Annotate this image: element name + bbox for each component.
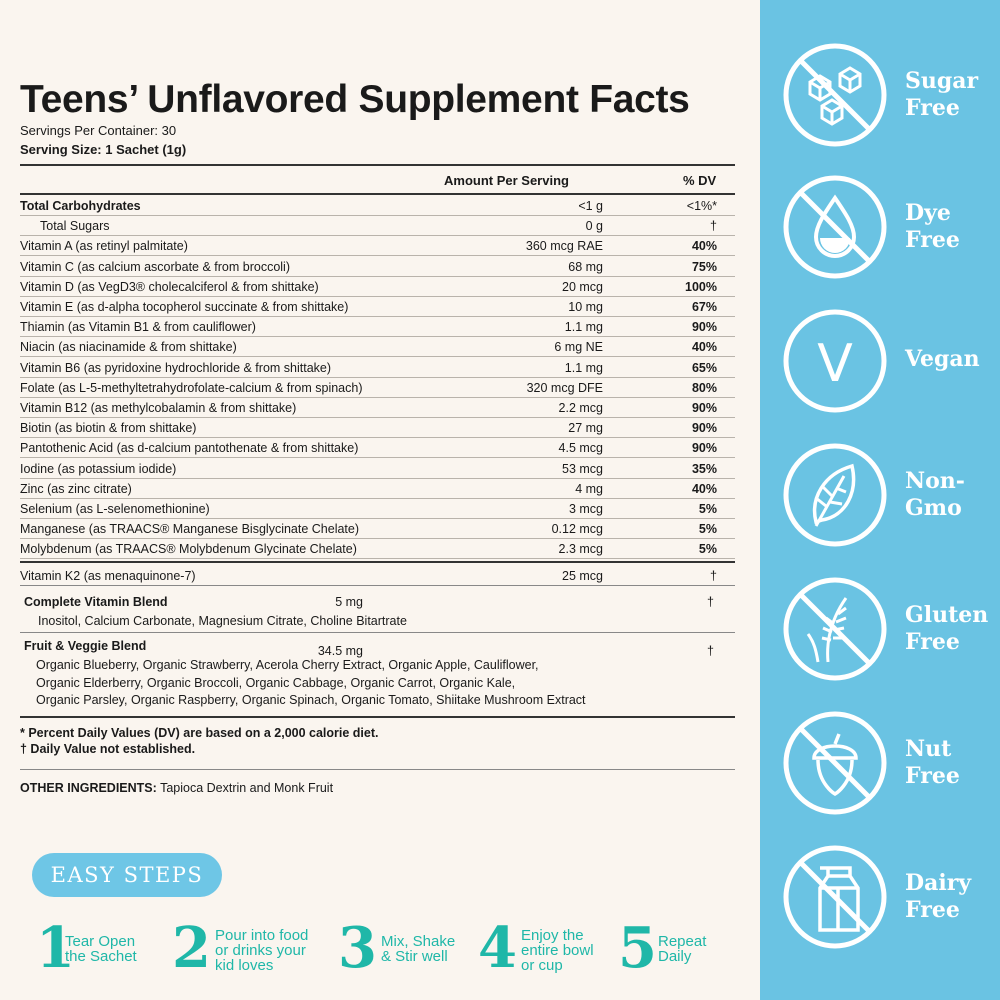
nutrient-amount: <1 g	[578, 199, 603, 213]
amount-header: Amount Per Serving	[444, 173, 569, 188]
servings-per-container: Servings Per Container: 30	[20, 123, 177, 138]
table-row	[20, 378, 735, 398]
badge-non-gmo	[780, 440, 1000, 550]
claims-panel	[760, 0, 1000, 1000]
badge-label: Non- Gmo	[905, 468, 965, 521]
step-2	[172, 915, 322, 981]
nutrient-amount: 0 g	[585, 219, 603, 234]
nutrient-amount: 4 mg	[575, 481, 603, 496]
step-3	[338, 915, 468, 981]
nutrient-name: Total Sugars	[40, 219, 110, 234]
step-number: 2	[172, 915, 211, 981]
table-row	[20, 418, 735, 438]
complete-blend-amount: 5 mg	[335, 595, 363, 609]
nutrient-name: Vitamin B12 (as methylcobalamin & from shittake)	[20, 401, 297, 415]
milk-carton-crossed-icon	[780, 842, 890, 952]
nutrient-dv: 5%	[698, 542, 717, 557]
divider	[20, 716, 735, 718]
badge-label: Sugar Free	[905, 68, 979, 121]
divider	[20, 561, 735, 563]
fruit-blend-amount: 34.5 mg	[317, 644, 363, 658]
table-row	[20, 539, 735, 559]
nutrient-amount: 2.3 mcg	[558, 542, 603, 557]
table-row	[20, 257, 735, 277]
nutrient-name: Total Carbohydrates	[20, 199, 141, 213]
nutrient-amount: 53 mcg	[562, 461, 603, 476]
table-row	[20, 358, 735, 378]
step-text: Mix, Shake & Stir well	[381, 933, 456, 965]
fruit-blend-line: Organic Blueberry, Organic Strawberry, Acerola Cherry Extract, Organic Apple, Cauliflower,	[36, 658, 539, 672]
table-row	[20, 297, 735, 317]
nutrient-dv: 40%	[691, 239, 717, 254]
nutrient-amount: 2.2 mcg	[558, 401, 603, 415]
table-row	[20, 277, 735, 297]
nutrient-name: Selenium (as L-selenomethionine)	[20, 502, 210, 516]
table-row	[20, 459, 735, 479]
drop-crossed-icon	[780, 172, 890, 282]
badge-nut-free	[780, 708, 1000, 818]
table-row	[20, 566, 735, 586]
badge-label: Dairy Free	[905, 870, 972, 923]
table-row	[20, 236, 735, 256]
step-number: 3	[338, 915, 377, 981]
badge-label: Nut Free	[905, 736, 960, 789]
badge-vegan	[780, 306, 1000, 416]
nutrient-name: Thiamin (as Vitamin B1 & from cauliflower)	[20, 320, 256, 335]
step-text: Tear Open the Sachet	[65, 933, 137, 965]
nutrient-name: Folate (as L-5-methyltetrahydrofolate-calcium & from spinach)	[20, 380, 363, 395]
table-row	[20, 398, 735, 418]
nutrient-dv: 40%	[691, 340, 717, 355]
vegan-v-icon	[780, 306, 890, 416]
badge-dairy-free	[780, 842, 1000, 952]
nutrient-dv: 90%	[691, 320, 717, 335]
step-number: 5	[618, 915, 657, 981]
step-number: 4	[478, 915, 517, 981]
wheat-crossed-icon	[780, 574, 890, 684]
nutrient-name: Iodine (as potassium iodide)	[20, 461, 177, 476]
nutrient-dv: 35%	[691, 461, 717, 476]
other-ingredients	[20, 781, 333, 795]
complete-blend-ingredients: Inositol, Calcium Carbonate, Magnesium Citrate, Choline Bitartrate	[38, 614, 407, 628]
nutrient-dv: †	[710, 219, 717, 234]
other-ingredients-label: OTHER INGREDIENTS:	[20, 781, 157, 795]
nutrient-amount: 3 mcg	[568, 502, 603, 516]
nutrient-amount: 360 mcg RAE	[525, 239, 603, 254]
fruit-blend-title: Fruit & Veggie Blend	[24, 639, 147, 653]
badge-gluten-free	[780, 574, 1000, 684]
step-text: Enjoy the entire bowl or cup	[521, 927, 594, 974]
nutrient-name: Vitamin E (as d-alpha tocopherol succinate & from shittake)	[20, 300, 349, 314]
leaf-icon	[780, 440, 890, 550]
other-ingredients-value: Tapioca Dextrin and Monk Fruit	[160, 781, 334, 795]
table-row	[20, 519, 735, 539]
nutrient-name: Vitamin C (as calcium ascorbate & from broccoli)	[20, 259, 290, 274]
table-row	[20, 196, 735, 216]
nutrient-dv: 80%	[691, 380, 717, 395]
nutrient-name: Molybdenum (as TRAACS® Molybdenum Glycinate Chelate)	[20, 542, 357, 557]
nutrient-name: Manganese (as TRAACS® Manganese Bisglycinate Chelate)	[20, 522, 360, 537]
nutrient-amount: 0.12 mcg	[551, 522, 603, 537]
nutrient-amount: 6 mg NE	[554, 340, 603, 355]
step-5	[618, 915, 728, 981]
nutrient-amount: 68 mg	[568, 259, 603, 274]
nutrient-amount: 20 mcg	[562, 279, 603, 294]
complete-blend-title: Complete Vitamin Blend	[24, 595, 168, 609]
nutrient-dv: 90%	[691, 401, 717, 415]
nutrient-dv: 90%	[691, 441, 717, 456]
nutrient-amount: 27 mg	[568, 421, 603, 436]
nutrient-amount: 25 mcg	[562, 569, 603, 583]
table-row	[20, 216, 735, 236]
serving-size: Serving Size: 1 Sachet (1g)	[20, 142, 187, 157]
not-established-footnote: † Daily Value not established.	[20, 742, 196, 756]
nutrient-name: Vitamin K2 (as menaquinone-7)	[20, 569, 196, 583]
nutrient-name: Vitamin D (as VegD3® cholecalciferol & from shittake)	[20, 279, 319, 294]
table-row	[20, 438, 735, 458]
step-1	[36, 915, 166, 981]
divider	[20, 769, 735, 770]
nutrient-dv: 40%	[691, 481, 717, 496]
page-title: Teens’ Unflavored Supplement Facts	[20, 78, 690, 121]
badge-dye-free	[780, 172, 1000, 282]
badge-label: Dye Free	[905, 200, 960, 253]
nutrient-dv: 90%	[691, 421, 717, 436]
divider	[20, 193, 735, 195]
table-row	[20, 337, 735, 357]
step-text: Pour into food or drinks your kid loves	[215, 927, 309, 974]
sugar-cubes-crossed-icon	[780, 40, 890, 150]
divider	[20, 632, 735, 633]
step-number: 1	[36, 915, 75, 981]
nutrient-amount: 320 mcg DFE	[526, 380, 603, 395]
badge-sugar-free	[780, 40, 1000, 150]
nutrient-name: Zinc (as zinc citrate)	[20, 481, 132, 496]
table-row	[20, 499, 735, 519]
nutrient-dv: <1%*	[686, 199, 717, 213]
nutrient-amount: 10 mg	[568, 300, 603, 314]
fruit-blend-dv: †	[707, 644, 714, 658]
nutrient-dv: 65%	[691, 360, 717, 375]
nutrient-name: Vitamin A (as retinyl palmitate)	[20, 239, 188, 254]
nutrient-dv: 100%	[685, 279, 717, 294]
svg-text:V: V	[817, 334, 853, 394]
nutrient-dv: †	[710, 569, 717, 583]
nutrient-name: Biotin (as biotin & from shittake)	[20, 421, 197, 436]
nutrient-dv: 67%	[691, 300, 717, 314]
nutrient-amount: 1.1 mg	[564, 320, 603, 335]
easy-steps-badge: EASY STEPS	[32, 853, 222, 897]
nutrient-name: Vitamin B6 (as pyridoxine hydrochloride & from shittake)	[20, 360, 332, 375]
nut-crossed-icon	[780, 708, 890, 818]
nutrient-amount: 4.5 mcg	[558, 441, 603, 456]
complete-blend-dv: †	[707, 595, 714, 609]
step-text: Repeat Daily	[658, 933, 707, 965]
fruit-blend-line: Organic Parsley, Organic Raspberry, Organic Spinach, Organic Tomato, Shiitake Mushroom Extract	[36, 693, 586, 707]
badge-label: Gluten Free	[905, 602, 989, 655]
nutrient-dv: 5%	[698, 502, 717, 516]
step-4	[478, 915, 608, 981]
nutrient-dv: 5%	[698, 522, 717, 537]
nutrient-dv: 75%	[691, 259, 717, 274]
fruit-blend-line: Organic Elderberry, Organic Broccoli, Organic Cabbage, Organic Carrot, Organic Kale,	[36, 676, 516, 690]
dv-header: % DV	[683, 173, 717, 188]
table-row	[20, 317, 735, 337]
dv-footnote: * Percent Daily Values (DV) are based on a 2,000 calorie diet.	[20, 726, 379, 740]
divider	[20, 164, 735, 166]
nutrient-amount: 1.1 mg	[564, 360, 603, 375]
nutrient-name: Niacin (as niacinamide & from shittake)	[20, 340, 237, 355]
nutrient-name: Pantothenic Acid (as d-calcium pantothenate & from shittake)	[20, 441, 359, 456]
badge-label: Vegan	[905, 346, 980, 372]
table-row	[20, 479, 735, 499]
